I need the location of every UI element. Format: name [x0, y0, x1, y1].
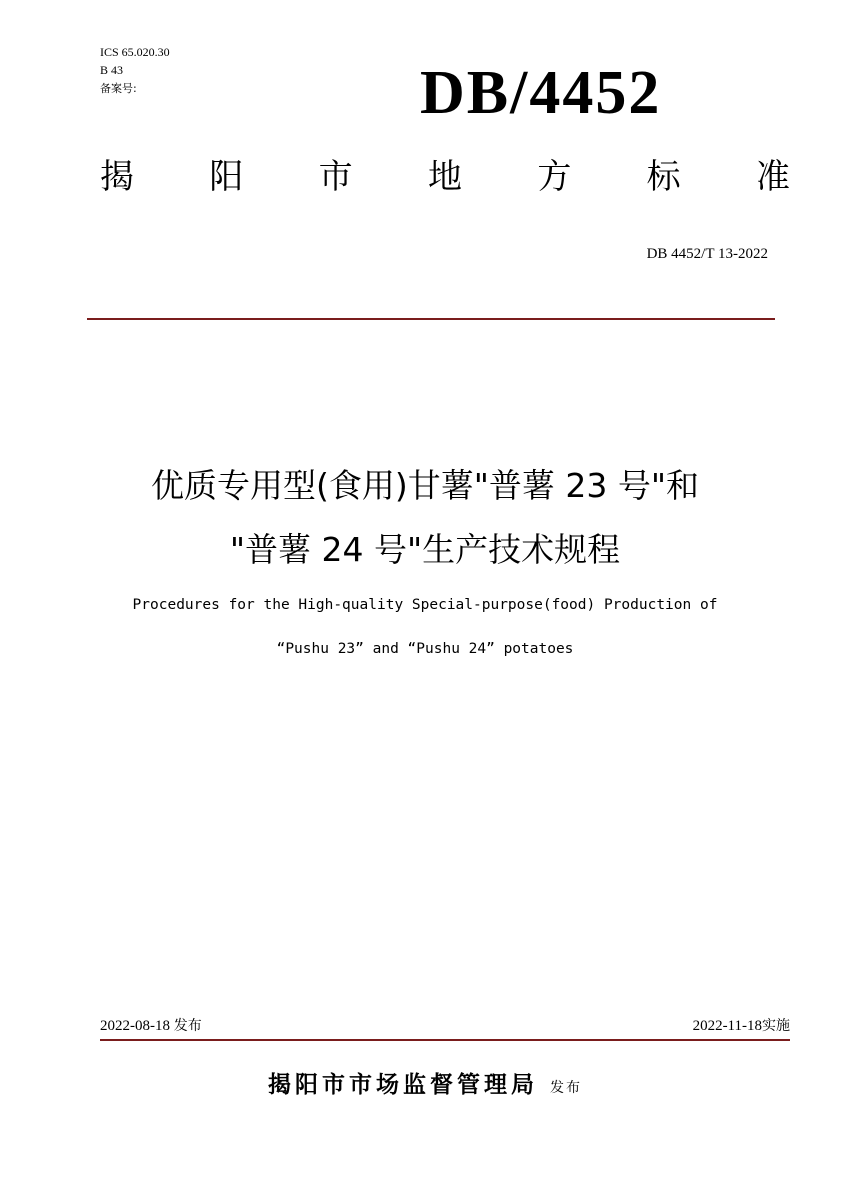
- ics-code: ICS 65.020.30: [100, 45, 170, 59]
- standard-type-char: 揭: [100, 157, 134, 197]
- implement-date-block: [693, 1016, 790, 1036]
- english-title-line-1: Procedures for the High-quality Special-purpose(food) Production of: [132, 597, 718, 613]
- issuer-name: 揭阳市市场监督管理局: [267, 1072, 538, 1098]
- top-divider: [87, 318, 775, 320]
- issuer-suffix: 发布: [550, 1080, 582, 1096]
- chinese-title-line-1: 优质专用型(食用)甘薯"普薯 23 号"和: [150, 466, 700, 505]
- standard-code-heading: DB/4452: [420, 59, 662, 127]
- standard-type-char: 准: [755, 157, 790, 197]
- standard-type-char: 标: [646, 157, 681, 197]
- issuing-authority: [0, 1068, 850, 1105]
- publish-label: 发布: [173, 1018, 202, 1034]
- standard-type-char: 市: [318, 157, 353, 197]
- standard-type-char: 阳: [209, 157, 244, 197]
- publish-date: 2022-08-18: [100, 1018, 170, 1034]
- standard-type-char: 地: [427, 157, 462, 197]
- standard-type-title: [100, 155, 790, 199]
- publish-date-block: [100, 1016, 202, 1036]
- implement-date: 2022-11-18: [692, 1018, 762, 1034]
- english-title-line-2: “Pushu 23” and “Pushu 24” potatoes: [276, 641, 574, 657]
- standard-number: DB 4452/T 13-2022: [646, 246, 768, 262]
- category-code: B 43: [100, 63, 124, 77]
- bottom-divider: [100, 1039, 790, 1041]
- implement-label: 实施: [762, 1018, 790, 1034]
- standard-type-char: 方: [537, 157, 572, 197]
- chinese-title-line-2: "普薯 24 号"生产技术规程: [229, 530, 621, 569]
- filing-number-label: 备案号:: [100, 82, 137, 95]
